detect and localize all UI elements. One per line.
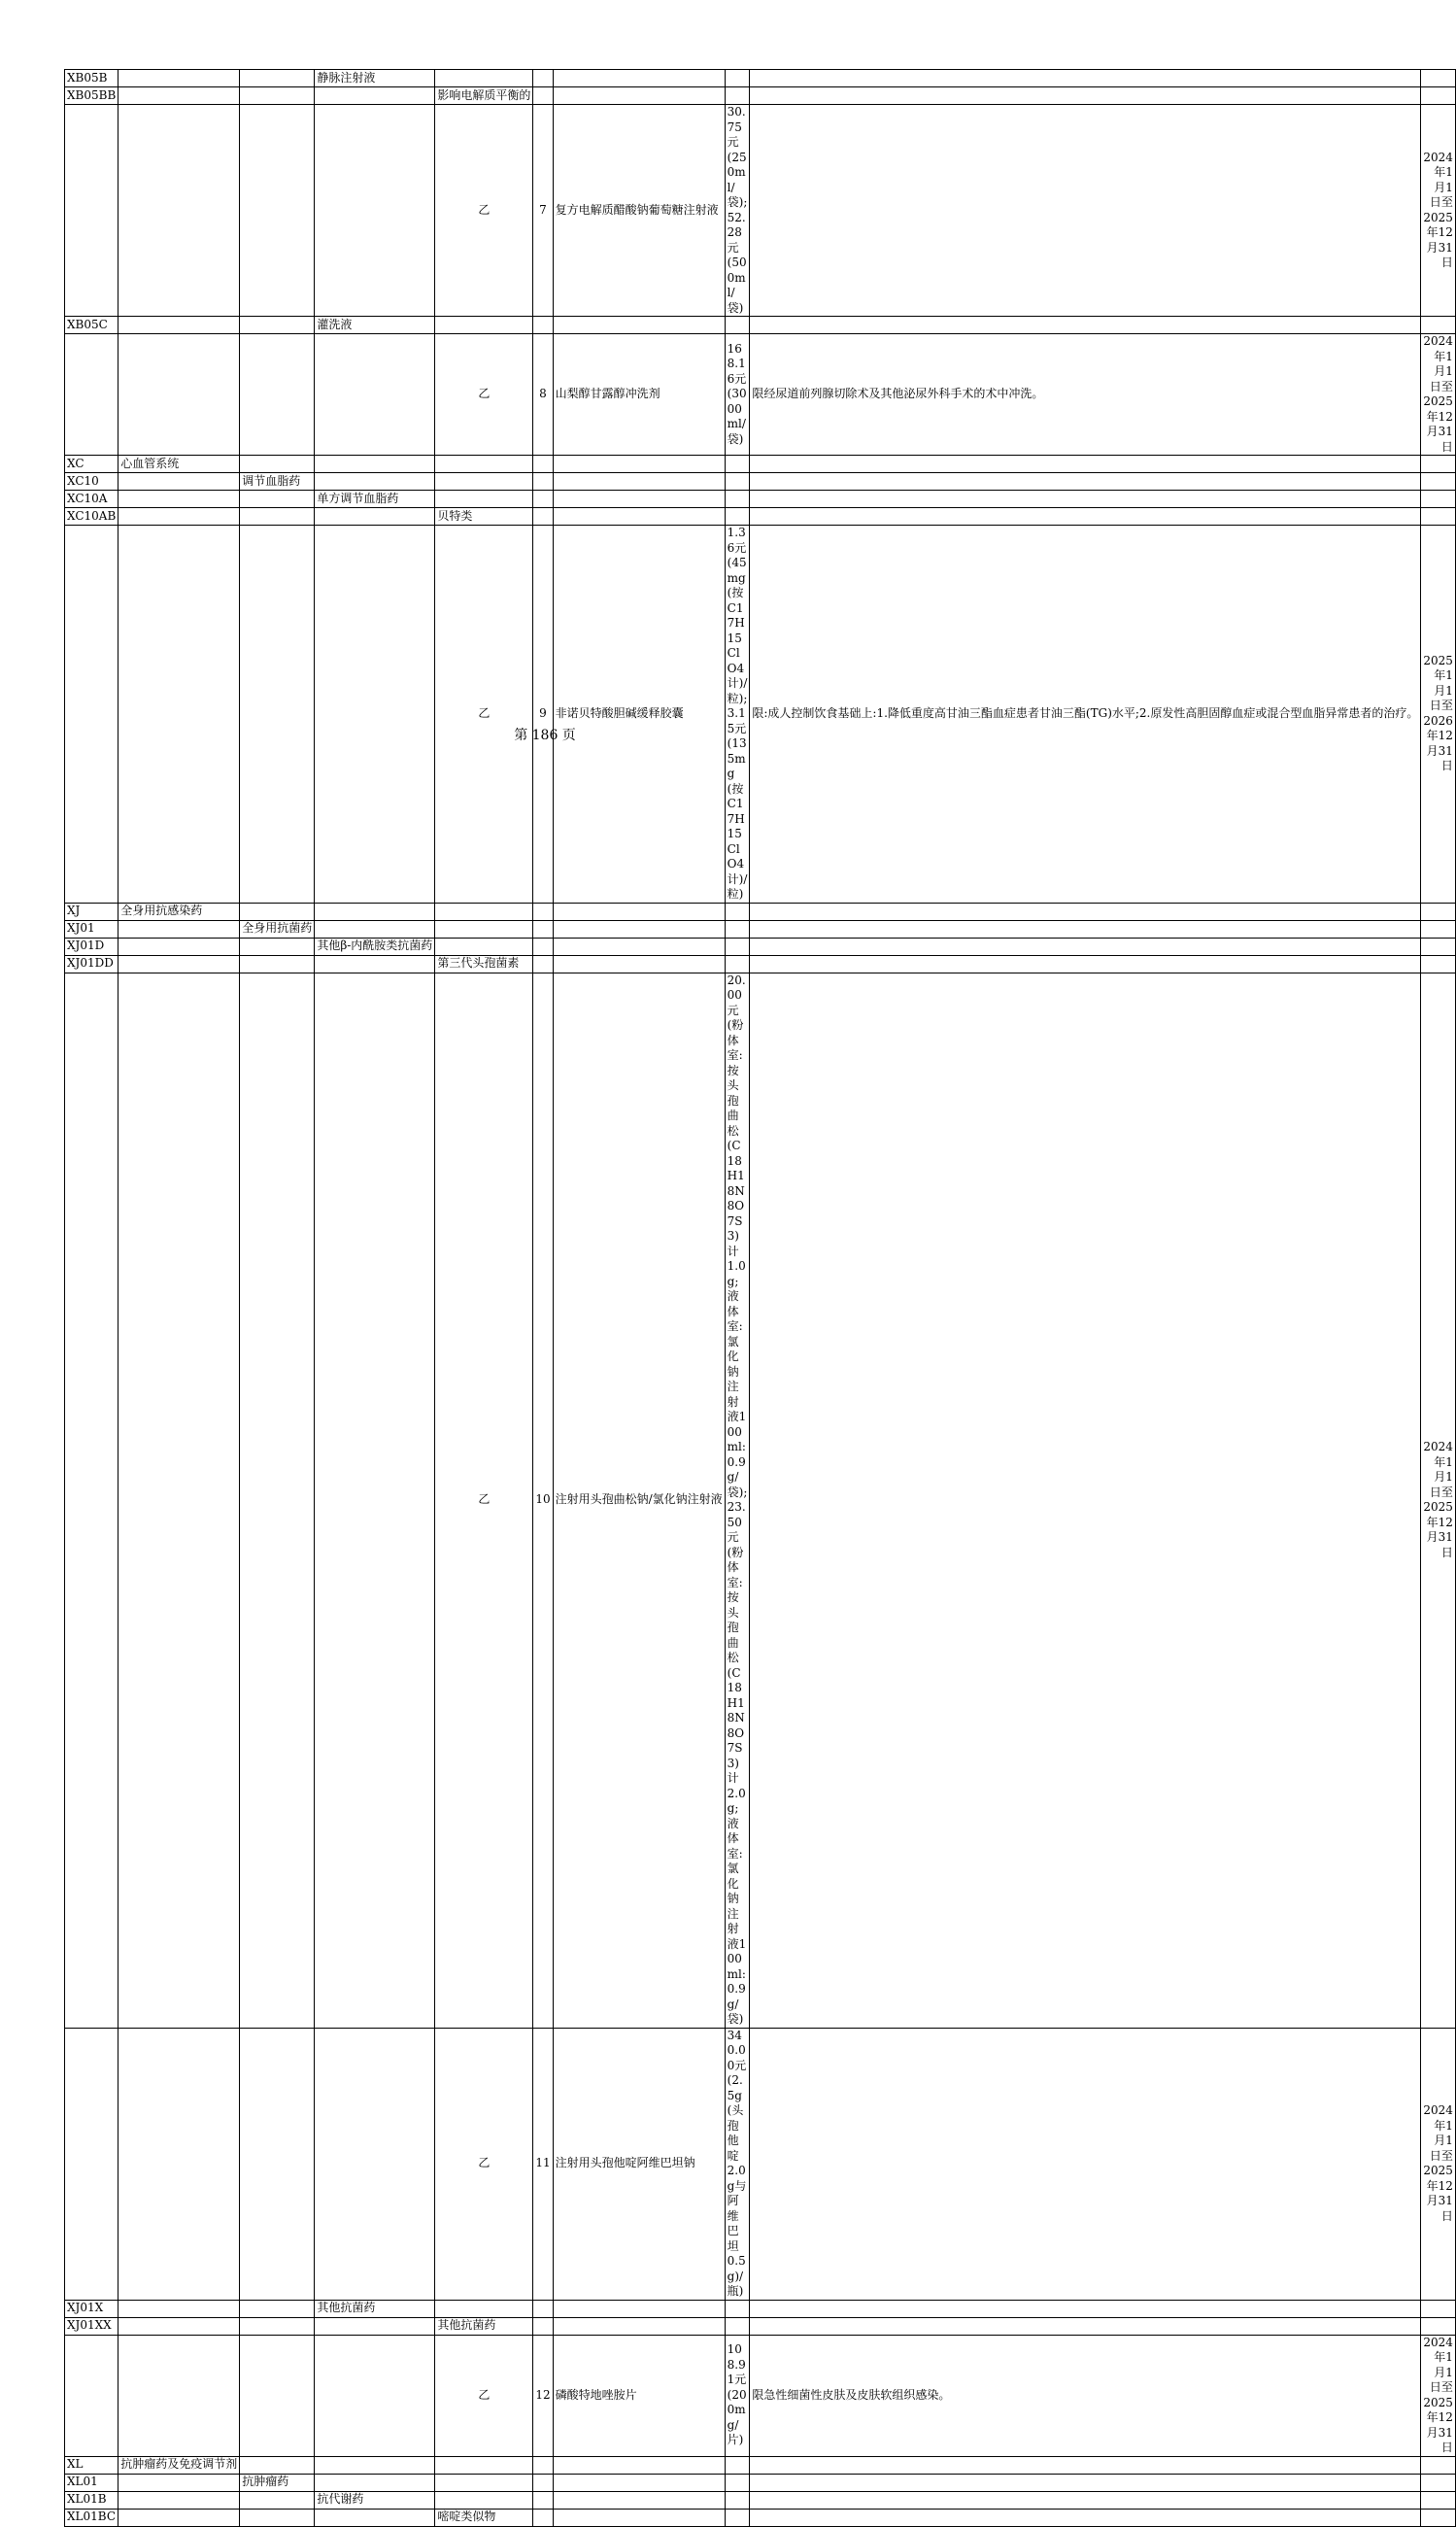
table-row bbox=[65, 938, 1456, 955]
drug-period: 2024年1月1日至 2025年12月31日 bbox=[1421, 105, 1456, 317]
category-name: 全身用抗感染药 bbox=[119, 903, 240, 920]
drug-period: 2024年1月1日至 2025年12月31日 bbox=[1421, 334, 1456, 456]
category-name: 心血管系统 bbox=[119, 456, 240, 473]
table-row bbox=[65, 526, 1456, 904]
drug-limit: 限:成人控制饮食基础上:1.降低重度高甘油三酯血症患者甘油三酯(TG)水平;2.原发性高胆固醇血症或混合型血脂异常患者的治疗。 bbox=[750, 526, 1421, 904]
drug-name: 山梨醇甘露醇冲洗剂 bbox=[553, 334, 725, 456]
drug-price: 1.36元(45mg(按C17H15ClO4计)/粒); 3.15元(135mg(按C17H15ClO4计)/粒) bbox=[725, 526, 750, 904]
drug-limit: 限急性细菌性皮肤及皮肤软组织感染。 bbox=[750, 2335, 1421, 2456]
category-code: XJ01XX bbox=[65, 2317, 119, 2335]
drug-name: 注射用头孢他啶阿维巴坦钠 bbox=[553, 2028, 725, 2300]
table-row bbox=[65, 955, 1456, 973]
category-name: 抗肿瘤药 bbox=[240, 2474, 315, 2491]
drug-number: 7 bbox=[533, 105, 553, 317]
category-code: XB05B bbox=[65, 70, 119, 87]
category-code: XJ bbox=[65, 903, 119, 920]
drug-number: 12 bbox=[533, 2335, 553, 2456]
table-row bbox=[65, 2456, 1456, 2474]
category-name: 第三代头孢菌素 bbox=[435, 955, 533, 973]
category-name: 抗代谢药 bbox=[315, 2491, 435, 2509]
category-code: XC10 bbox=[65, 473, 119, 491]
drug-name: 复方电解质醋酸钠葡萄糖注射液 bbox=[553, 105, 725, 317]
category-name: 全身用抗菌药 bbox=[240, 920, 315, 938]
category-name: 贝特类 bbox=[435, 508, 533, 526]
category-code: XC10A bbox=[65, 491, 119, 508]
drug-number: 10 bbox=[533, 973, 553, 2028]
table-row bbox=[65, 2509, 1456, 2526]
table-row bbox=[65, 87, 1456, 105]
drug-name: 非诺贝特酸胆碱缓释胶囊 bbox=[553, 526, 725, 904]
drug-limit bbox=[750, 105, 1421, 317]
table-row bbox=[65, 508, 1456, 526]
table-row bbox=[65, 2317, 1456, 2335]
table-row bbox=[65, 2300, 1456, 2317]
category-name: 嘧啶类似物 bbox=[435, 2509, 533, 2526]
category-code: XC10AB bbox=[65, 508, 119, 526]
category-name: 灌洗液 bbox=[315, 317, 435, 334]
drug-period: 2025年1月1日至 2026年12月31日 bbox=[1421, 526, 1456, 904]
category-code: XB05C bbox=[65, 317, 119, 334]
table-row bbox=[65, 2028, 1456, 2300]
category-code: XJ01X bbox=[65, 2300, 119, 2317]
drug-number: 8 bbox=[533, 334, 553, 456]
category-code: XJ01D bbox=[65, 938, 119, 955]
drug-period: 2024年1月1日至 2025年12月31日 bbox=[1421, 2335, 1456, 2456]
drug-class: 乙 bbox=[435, 2028, 533, 2300]
drug-limit bbox=[750, 2028, 1421, 2300]
page-number: 第 186 页 bbox=[514, 728, 576, 743]
drug-class: 乙 bbox=[435, 2335, 533, 2456]
category-name: 其他抗菌药 bbox=[315, 2300, 435, 2317]
drug-price: 108.91元(200mg/片) bbox=[725, 2335, 750, 2456]
table-row bbox=[65, 973, 1456, 2028]
table-row bbox=[65, 491, 1456, 508]
category-code: XL01B bbox=[65, 2491, 119, 2509]
table-row bbox=[65, 317, 1456, 334]
category-code: XL01 bbox=[65, 2474, 119, 2491]
table-row bbox=[65, 2474, 1456, 2491]
drug-price: 30.75元(250ml/袋); 52.28元(500ml/袋) bbox=[725, 105, 750, 317]
table-row bbox=[65, 903, 1456, 920]
drug-price: 340.00元(2.5g(头孢他啶2.0g与阿维巴坦0.5g)/瓶) bbox=[725, 2028, 750, 2300]
category-name: 调节血脂药 bbox=[240, 473, 315, 491]
category-name: 其他β-内酰胺类抗菌药 bbox=[315, 938, 435, 955]
table-row bbox=[65, 920, 1456, 938]
drug-price: 168.16元(3000ml/袋) bbox=[725, 334, 750, 456]
category-code: XC bbox=[65, 456, 119, 473]
category-code: XL01BC bbox=[65, 2509, 119, 2526]
drug-class: 乙 bbox=[435, 334, 533, 456]
table-row bbox=[65, 2491, 1456, 2509]
drug-number: 11 bbox=[533, 2028, 553, 2300]
category-code: XJ01DD bbox=[65, 955, 119, 973]
drug-period: 2024年1月1日至 2025年12月31日 bbox=[1421, 2028, 1456, 2300]
category-name: 影响电解质平衡的 bbox=[435, 87, 533, 105]
drug-name: 磷酸特地唑胺片 bbox=[553, 2335, 725, 2456]
category-name: 静脉注射液 bbox=[315, 70, 435, 87]
table-row bbox=[65, 473, 1456, 491]
category-name: 其他抗菌药 bbox=[435, 2317, 533, 2335]
category-code: XJ01 bbox=[65, 920, 119, 938]
drug-limit: 限经尿道前列腺切除术及其他泌尿外科手术的术中冲洗。 bbox=[750, 334, 1421, 456]
drug-limit bbox=[750, 973, 1421, 2028]
table-row bbox=[65, 334, 1456, 456]
drug-class: 乙 bbox=[435, 105, 533, 317]
category-code: XB05BB bbox=[65, 87, 119, 105]
table-row bbox=[65, 105, 1456, 317]
table-row bbox=[65, 70, 1456, 87]
table-row bbox=[65, 2335, 1456, 2456]
category-name: 抗肿瘤药及免疫调节剂 bbox=[119, 2456, 240, 2474]
drug-class: 乙 bbox=[435, 973, 533, 2028]
category-code: XL bbox=[65, 2456, 119, 2474]
category-name: 单方调节血脂药 bbox=[315, 491, 435, 508]
drug-name: 注射用头孢曲松钠/氯化钠注射液 bbox=[553, 973, 725, 2028]
drug-period: 2024年1月1日至 2025年12月31日 bbox=[1421, 973, 1456, 2028]
drug-price: 20.00元(粉体室:按头孢曲松(C18H18N8O7S3)计1.0g;液体室:氯化钠注射液100ml:0.9g/袋); 23.50元(粉体室:按头孢曲松(C18H18N8O7S3)计2.0g;液体室:氯化钠注射液100ml:0.9g/袋) bbox=[725, 973, 750, 2028]
table-row bbox=[65, 456, 1456, 473]
drug-number: 9 bbox=[533, 526, 553, 904]
drug-class: 乙 bbox=[435, 526, 533, 904]
drug-list-table bbox=[64, 69, 1456, 2527]
